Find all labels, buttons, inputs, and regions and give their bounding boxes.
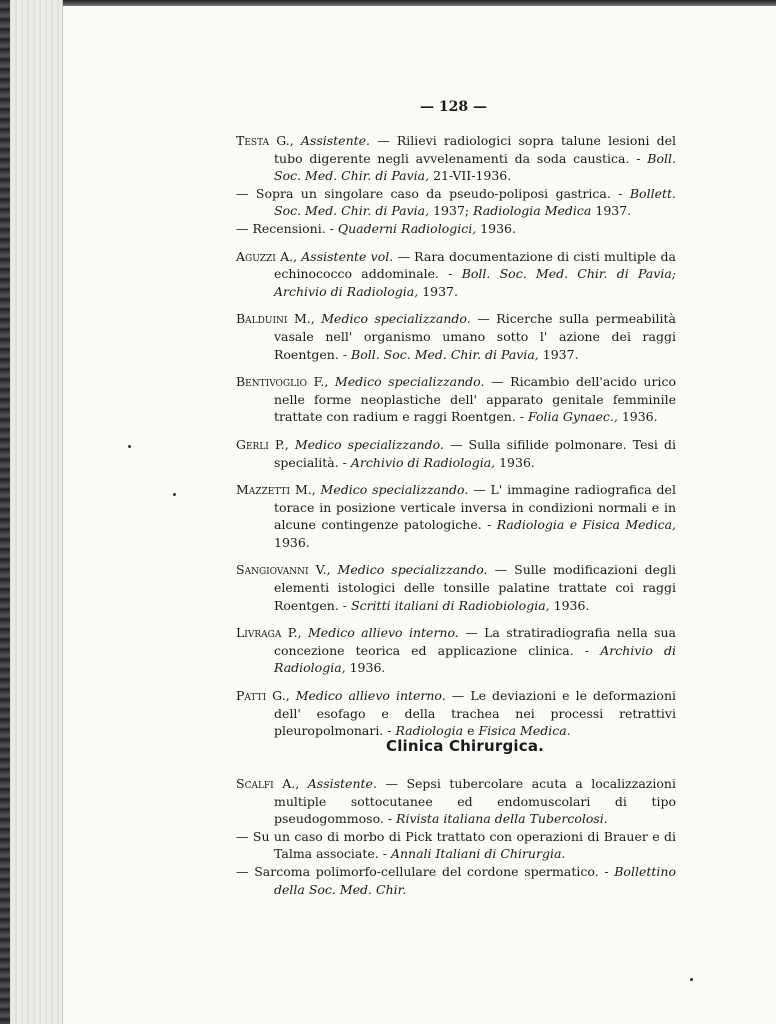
journal: Radiologia: [395, 723, 464, 739]
journal: Rivista italiana della Tubercolosi.: [396, 811, 608, 827]
role: Assistente.: [300, 133, 371, 148]
title: Ricambio dell'acido urico nelle forme neoplastiche dell' apparato genitale femminile trattate con radium e raggi Roentgen. -: [274, 374, 676, 425]
role: Medico specializzando.: [321, 311, 471, 327]
reference-list: [236, 132, 676, 750]
author: Bentivoglio F.,: [236, 374, 329, 390]
page-number: — 128 —: [420, 99, 487, 115]
author: Mazzetti M.,: [236, 482, 316, 498]
journal: Boll. Soc. Med. Chir. di Pavia; Archivio di Radiologia,: [274, 266, 676, 299]
journal: Boll. Soc. Med. Chir. di Pavia,: [351, 346, 539, 362]
journal: Archivio di Radiologia,: [274, 642, 676, 676]
role: Medico specializzando.: [294, 436, 444, 452]
title: Rara documentazione di cisti multiple da echinococco addominale. -: [274, 248, 676, 282]
journal: Fisica Medica.: [478, 723, 571, 739]
section-heading: Clinica Chirurgica.: [386, 737, 545, 755]
title: Ricerche sulla permeabilità vasale nell' organismo umano sotto l' azione dei raggi Roentgen. -: [274, 311, 677, 362]
reference-entry: Aguzzi A., Assistente vol. — Rara documentazione di cisti multiple da echinococco addominale. - Boll. Soc. Med. Chir. di Pavia; Archivio di Radiologia, 1937.: [236, 248, 676, 299]
author: Sangiovanni V.,: [236, 562, 331, 578]
author: Balduini M.,: [236, 311, 315, 327]
role: Medico allievo interno.: [308, 625, 459, 641]
role: Medico specializzando.: [320, 482, 469, 498]
role: Assistente.: [307, 776, 377, 791]
role: Assistente vol.: [301, 248, 394, 264]
journal: Archivio di Radiologia,: [350, 454, 496, 470]
title: Sulla sifilide polmonare. Tesi di specialità. -: [274, 436, 676, 470]
title: Le deviazioni e le deformazioni dell' esofago e della trachea nei processi retrattivi pleuropolmonari. -: [274, 688, 676, 739]
author: Testa G.,: [236, 133, 294, 148]
reference-entry: Scalfi A., Assistente. — Sepsi tubercolare acuta a localizzazioni multiple sottocutanee ed endomuscolari di tipo pseudogommoso. - Rivista italiana della Tubercolosi. — Su un caso di morbo di Pick trattato con operazioni di Brauer e di Talma associate. - Annali Italiani di Chirurgia. — Sarcoma polimorfo-cellulare del cordone spermatico. - Bollettino della Soc. Med. Chir.: [236, 776, 676, 897]
journal: Radiologia e Fisica Medica,: [496, 517, 676, 533]
title: Sepsi tubercolare acuta a localizzazioni multiple sottocutanee ed endomuscolari di tipo pseudogommoso. -: [274, 776, 676, 827]
date: 1936.: [499, 454, 535, 470]
reference-list-surgery: [236, 775, 676, 908]
reference-entry: Gerli P., Medico specializzando. — Sulla sifilide polmonare. Tesi di specialità. - Archivio di Radiologia, 1936.: [236, 436, 676, 470]
title: La stratiradiografia nella sua concezione teorica ed applicazione clinica. -: [274, 625, 676, 658]
reference-entry: Patti G., Medico allievo interno. — Le deviazioni e le deformazioni dell' esofago e della trachea nei processi retrattivi pleuropolmonari. - Radiologia e Fisica Medica.: [236, 688, 676, 739]
role: Medico specializzando.: [337, 562, 488, 578]
date: 1937.: [542, 346, 579, 362]
role: Medico specializzando.: [334, 374, 485, 390]
date: 1936.: [553, 597, 590, 613]
reference-entry: Testa G., Assistente. — Rilievi radiologici sopra talune lesioni del tubo digerente negli avvelenamenti da soda caustica. - Boll. Soc. Med. Chir. di Pavia, 21-VII-1936. — Sopra un singolare caso da pseudo-poliposi gastrica. - Bollett. Soc. Med. Chir. di Pavia, 1937; Radiologia Medica 1937. — Recensioni. - Quaderni Radiologici, 1936.: [236, 133, 677, 236]
journal: Scritti italiani di Radiobiologia,: [351, 597, 550, 613]
date: 1936.: [274, 534, 310, 550]
sub-reference: — Su un caso di morbo di Pick trattato con operazioni di Brauer e di Talma associate. - Annali Italiani di Chirurgia.: [236, 828, 676, 862]
ink-speck: [173, 493, 176, 496]
reference-entry: Balduini M., Medico specializzando. — Ricerche sulla permeabilità vasale nell' organismo umano sotto l' azione dei raggi Roentgen. - Boll. Soc. Med. Chir. di Pavia, 1937.: [236, 311, 677, 362]
sub-reference: — Sarcoma polimorfo-cellulare del cordone spermatico. - Bollettino della Soc. Med. Chir.: [236, 863, 676, 897]
author: Patti G.,: [236, 688, 290, 704]
ink-speck: [128, 445, 131, 448]
binding-edge: [0, 0, 10, 1024]
sub-reference: — Sopra un singolare caso da pseudo-poliposi gastrica. - Bollett. Soc. Med. Chir. di Pavia, 1937; Radiologia Medica 1937.: [236, 185, 676, 219]
author: Scalfi A.,: [236, 776, 300, 791]
journal: Folia Gynaec.,: [527, 409, 618, 425]
role: Medico allievo interno.: [295, 688, 446, 704]
title: Rilievi radiologici sopra talune lesioni del tubo digerente negli avvelenamenti da soda caustica. -: [274, 133, 677, 166]
date: 21-VII-1936.: [433, 168, 512, 184]
date: 1937.: [422, 283, 458, 299]
reference-entry: Sangiovanni V., Medico specializzando. — Sulle modificazioni degli elementi istologici delle tonsille palatine trattate coi raggi Roentgen. - Scritti italiani di Radiobiologia, 1936.: [236, 562, 676, 613]
top-edge-shadow: [0, 0, 776, 6]
author: Livraga P.,: [236, 625, 302, 641]
reference-entry: Mazzetti M., Medico specializzando. — L' immagine radiografica del torace in posizione verticale inversa in condizioni normali e in alcune contingenze patologiche. - Radiologia e Fisica Medica, 1936.: [236, 482, 676, 550]
date: 1936.: [621, 409, 658, 425]
reference-entry: Bentivoglio F., Medico specializzando. — Ricambio dell'acido urico nelle forme neoplastiche dell' apparato genitale femminile trattate con radium e raggi Roentgen. - Folia Gynaec., 1936.: [236, 374, 676, 425]
ink-speck: [690, 978, 693, 981]
author: Aguzzi A.,: [236, 248, 298, 264]
author: Gerli P.,: [236, 436, 289, 452]
journal: Boll. Soc. Med. Chir. di Pavia,: [274, 150, 676, 184]
title: L' immagine radiografica del torace in posizione verticale inversa in condizioni normali e in alcune contingenze patologiche. -: [274, 482, 676, 533]
title: Sulle modificazioni degli elementi istologici delle tonsille palatine trattate coi raggi Roentgen. -: [274, 562, 676, 613]
sub-reference: — Recensioni. - Quaderni Radiologici, 1936.: [236, 220, 516, 236]
reference-entry: Livraga P., Medico allievo interno. — La stratiradiografia nella sua concezione teorica ed applicazione clinica. - Archivio di Radiologia, 1936.: [236, 625, 676, 676]
date: 1936.: [349, 660, 386, 676]
